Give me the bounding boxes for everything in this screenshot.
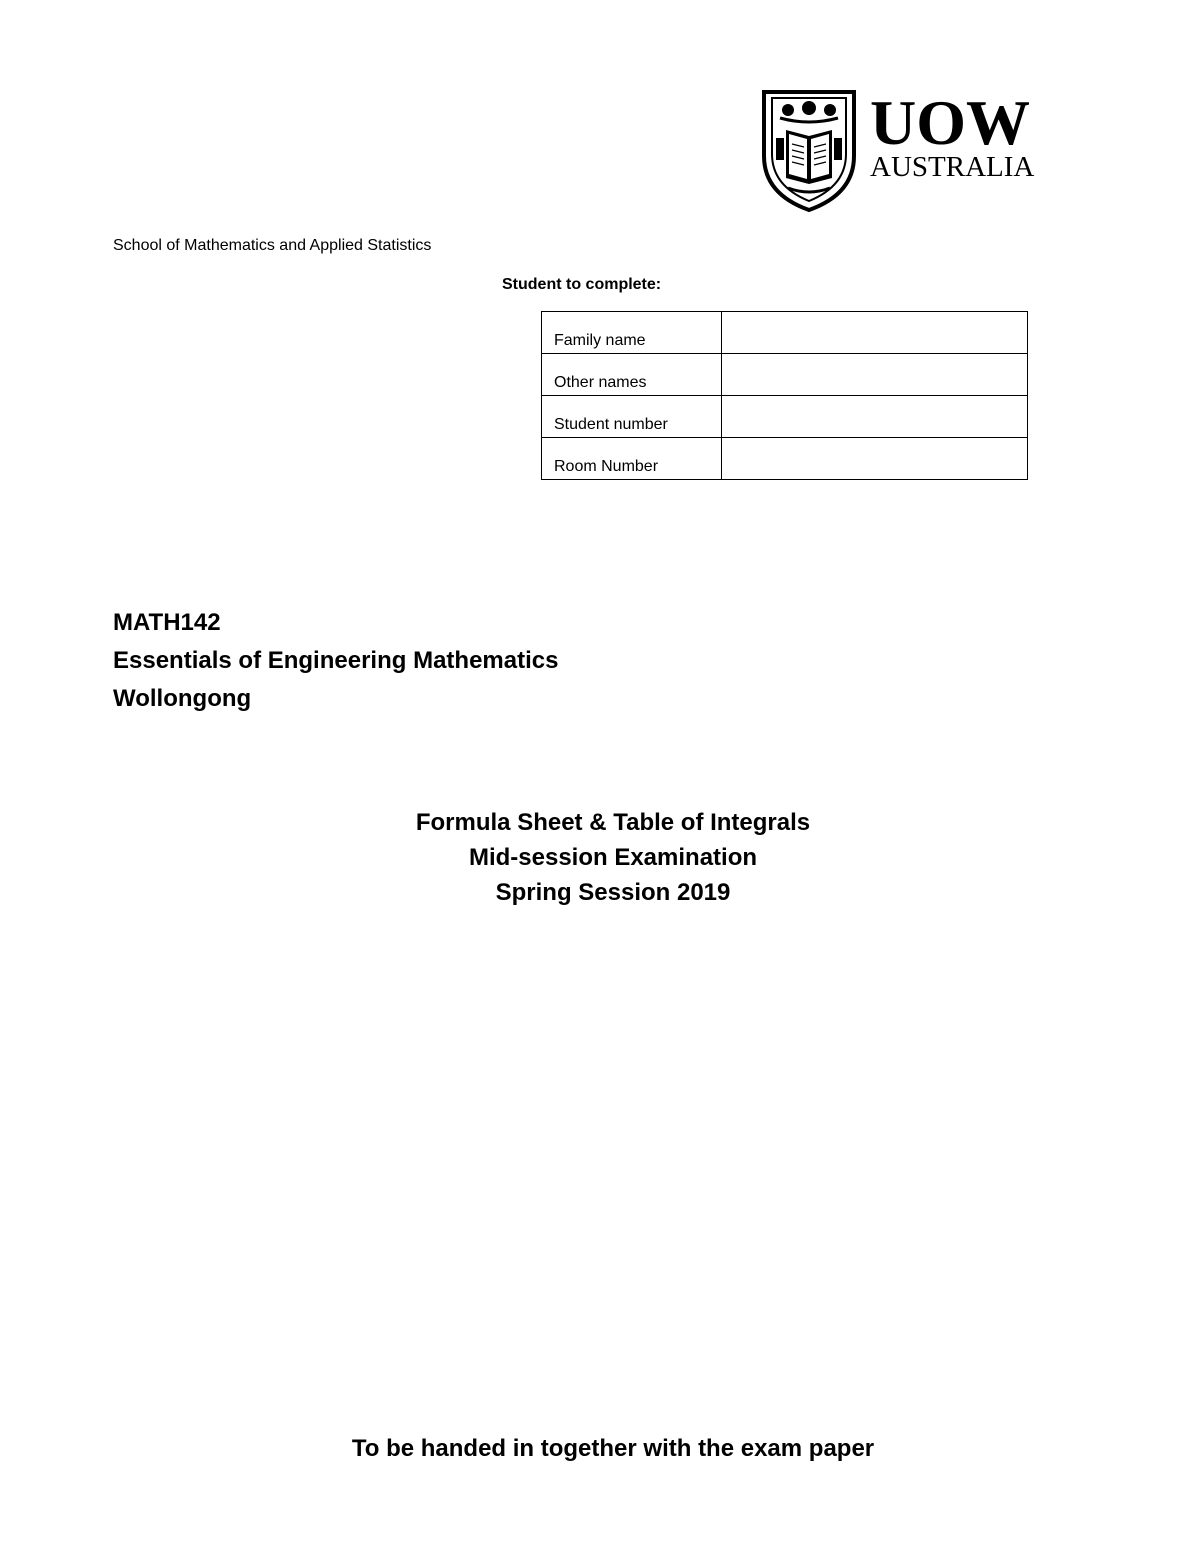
- student-details-table: [541, 311, 1028, 480]
- course-code: MATH142: [113, 609, 221, 636]
- exam-title: Formula Sheet & Table of Integrals: [415, 809, 811, 836]
- school-name: School of Mathematics and Applied Statistics: [113, 237, 432, 254]
- family-name-field[interactable]: [722, 312, 1028, 354]
- course-info: [113, 604, 558, 718]
- student-number-label: Student number: [542, 396, 722, 438]
- logo-uow-text: UOW: [870, 87, 1030, 158]
- table-row: [542, 396, 1028, 438]
- student-form-heading: Student to complete:: [502, 276, 662, 293]
- student-number-field[interactable]: [722, 396, 1028, 438]
- family-name-label: Family name: [542, 312, 722, 354]
- footer-note: To be handed in together with the exam paper: [351, 1435, 875, 1462]
- exam-info: [0, 805, 1200, 910]
- course-name: Essentials of Engineering Mathematics: [113, 647, 559, 674]
- room-number-field[interactable]: [722, 438, 1028, 480]
- table-row: [542, 354, 1028, 396]
- uow-crest-icon: [758, 86, 1058, 214]
- campus-name: Wollongong: [113, 685, 252, 712]
- table-row: [542, 312, 1028, 354]
- other-names-label: Other names: [542, 354, 722, 396]
- exam-type: Mid-session Examination: [468, 844, 758, 871]
- table-row: [542, 438, 1028, 480]
- other-names-field[interactable]: [722, 354, 1028, 396]
- uow-logo: [758, 86, 1058, 214]
- logo-australia-text: AUSTRALIA: [870, 151, 1035, 183]
- exam-session: Spring Session 2019: [495, 879, 731, 906]
- room-number-label: Room Number: [542, 438, 722, 480]
